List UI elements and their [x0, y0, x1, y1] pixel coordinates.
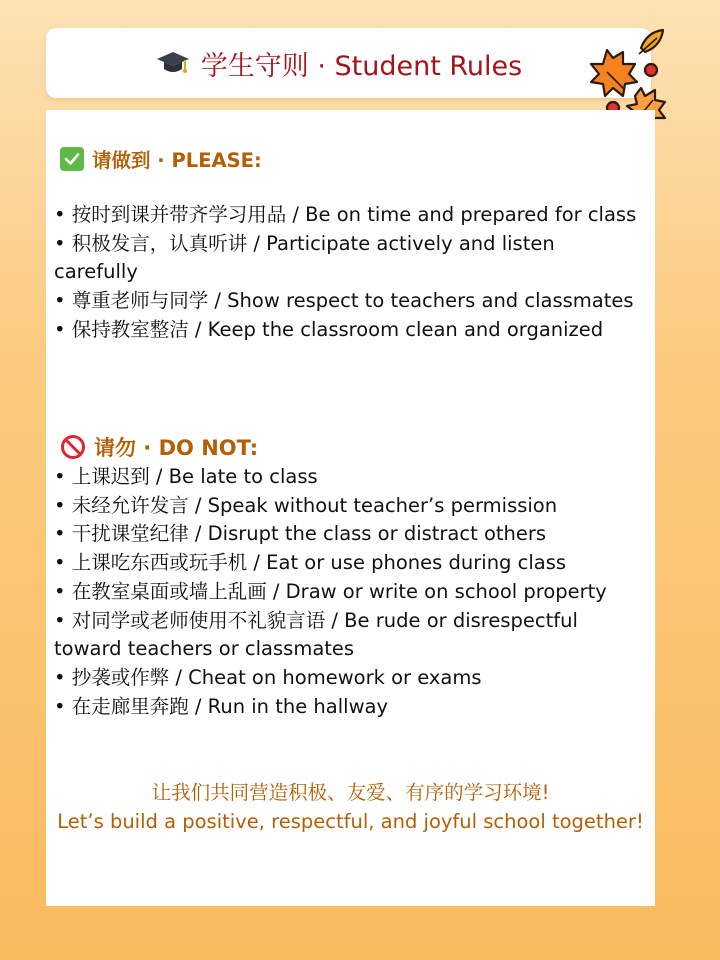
do-not-title: 请勿 · DO NOT: [94, 436, 259, 460]
list-item: • 干扰课堂纪律 / Disrupt the class or distract others [54, 520, 644, 549]
closing-message-en: Let’s build a positive, respectful, and joyful school together! [57, 810, 644, 833]
list-item: • 保持教室整洁 / Keep the classroom clean and organized [54, 316, 644, 345]
do-not-list [54, 463, 644, 721]
list-item: • 抄袭或作弊 / Cheat on homework or exams [54, 664, 644, 693]
closing-message-cn: 让我们共同营造积极、友爱、有序的学习环境! [151, 781, 550, 804]
list-item: • 尊重老师与同学 / Show respect to teachers and classmates [54, 287, 644, 316]
rules-card [46, 110, 655, 906]
do-not-section-title [60, 432, 258, 462]
please-list [54, 201, 644, 345]
please-title: 请做到 · PLEASE: [92, 149, 262, 172]
list-item: • 未经允许发言 / Speak without teacher’s permission [54, 492, 644, 521]
please-section-title [60, 145, 262, 173]
list-item: • 积极发言，认真听讲 / Participate actively and listen carefully [54, 230, 644, 287]
list-item: • 上课吃东西或玩手机 / Eat or use phones during class [54, 549, 644, 578]
closing-message [46, 778, 655, 836]
list-item: • 对同学或老师使用不礼貌言语 / Be rude or disrespectful toward teachers or classmates [54, 607, 644, 664]
graduation-cap-icon [155, 48, 191, 78]
title-banner [46, 28, 651, 98]
list-item: • 上课迟到 / Be late to class [54, 463, 644, 492]
list-item: • 在教室桌面或墙上乱画 / Draw or write on school property [54, 578, 644, 607]
prohibited-icon [60, 434, 86, 460]
check-mark-icon [60, 147, 84, 171]
list-item: • 按时到课并带齐学习用品 / Be on time and prepared for class [54, 201, 644, 230]
page-title: 学生守则 · Student Rules [200, 50, 523, 82]
list-item: • 在走廊里奔跑 / Run in the hallway [54, 693, 644, 722]
